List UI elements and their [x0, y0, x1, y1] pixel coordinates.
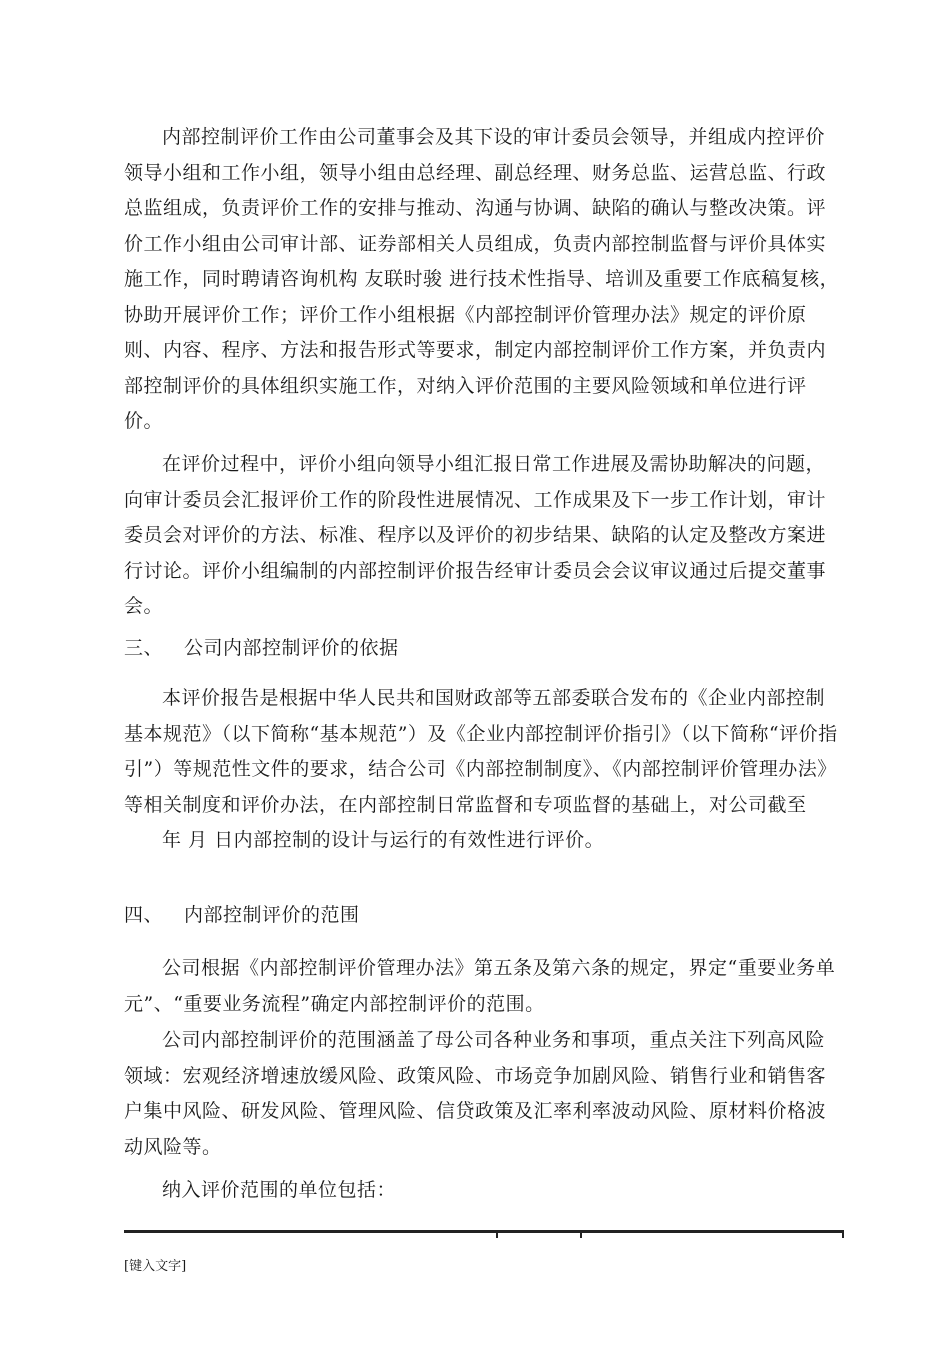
paragraph-text: 内部控制评价工作由公司董事会及其下设的审计委员会领导，并组成内控评价领导小组和工作小组，领导小组由总经理、副总经理、财务总监、运营总监、行政总监组成，负责评价工作的安排与推动、沟通与协调、缺陷的确认与整改决策。评价工作小组由公司审计部、证券部相关人员组成，负责内部控制监督与评价具体实施工作，同时聘请咨询机构 友联时骏 进行技术性指导、培训及重要工作底稿复核，协助开展评价工作；评价工作小组根据《内部控制评价管理办法》规定的评价原则、内容、程序、方法和报告形式等要求，制定内部控制评价工作方案，并负责内部控制评价的具体组织实施工作，对纳入评价范围的主要风险领域和单位进行评价。 — [124, 126, 840, 432]
paragraph-text: 纳入评价范围的单位包括： — [162, 1179, 397, 1201]
paragraph-units-included — [124, 1176, 840, 1204]
footer-divider — [124, 1230, 844, 1233]
paragraph-scope-definition — [124, 951, 840, 1022]
section-title: 内部控制评价的范围 — [184, 904, 360, 926]
paragraph-high-risk-areas — [124, 1023, 840, 1165]
paragraph-text: 在评价过程中，评价小组向领导小组汇报日常工作进展及需协助解决的问题，向审计委员会汇报评价工作的阶段性进展情况、工作成果及下一步工作计划，审计委员会对评价的方法、标准、程序以及评价的初步结果、缺陷的认定及整改方案进行讨论。评价小组编制的内部控制评价报告经审计委员会会议审议通过后提交董事会。 — [124, 453, 827, 617]
paragraph-text: 公司根据《内部控制评价管理办法》第五条及第六条的规定，界定“重要业务单元”、“重要业务流程”确定内部控制评价的范围。 — [124, 957, 836, 1015]
footer-divider-tick — [580, 1230, 582, 1238]
section-title: 公司内部控制评价的依据 — [184, 637, 399, 659]
section-heading-basis — [124, 634, 840, 662]
paragraph-date-line: 年 月 日内部控制的设计与运行的有效性进行评价。 — [162, 829, 605, 851]
paragraph-text: 本评价报告是根据中华人民共和国财政部等五部委联合发布的《企业内部控制基本规范》（以下简称“基本规范”）及《企业内部控制评价指引》（以下简称“评价指引”）等规范性文件的要求，结合公司《内部控制制度》、《内部控制评价管理办法》等相关制度和评价办法，在内部控制日常监督和专项监督的基础上，对公司截至 — [124, 687, 838, 816]
paragraph-evaluation-organization — [124, 120, 840, 440]
section-heading-scope — [124, 901, 840, 929]
paragraph-evaluation-process — [124, 447, 840, 625]
footer-divider-tick — [496, 1230, 498, 1238]
section-number: 四、 — [124, 904, 164, 926]
footer-divider-tick — [842, 1230, 844, 1238]
section-number: 三、 — [124, 637, 164, 659]
footer-placeholder-text: [键入文字] — [124, 1259, 187, 1274]
paragraph-text: 公司内部控制评价的范围涵盖了母公司各种业务和事项，重点关注下列高风险领域：宏观经济增速放缓风险、政策风险、市场竞争加剧风险、销售行业和销售客户集中风险、研发风险、管理风险、信贷政策及汇率利率波动风险、原材料价格波动风险等。 — [124, 1029, 827, 1158]
paragraph-evaluation-basis — [124, 681, 840, 859]
